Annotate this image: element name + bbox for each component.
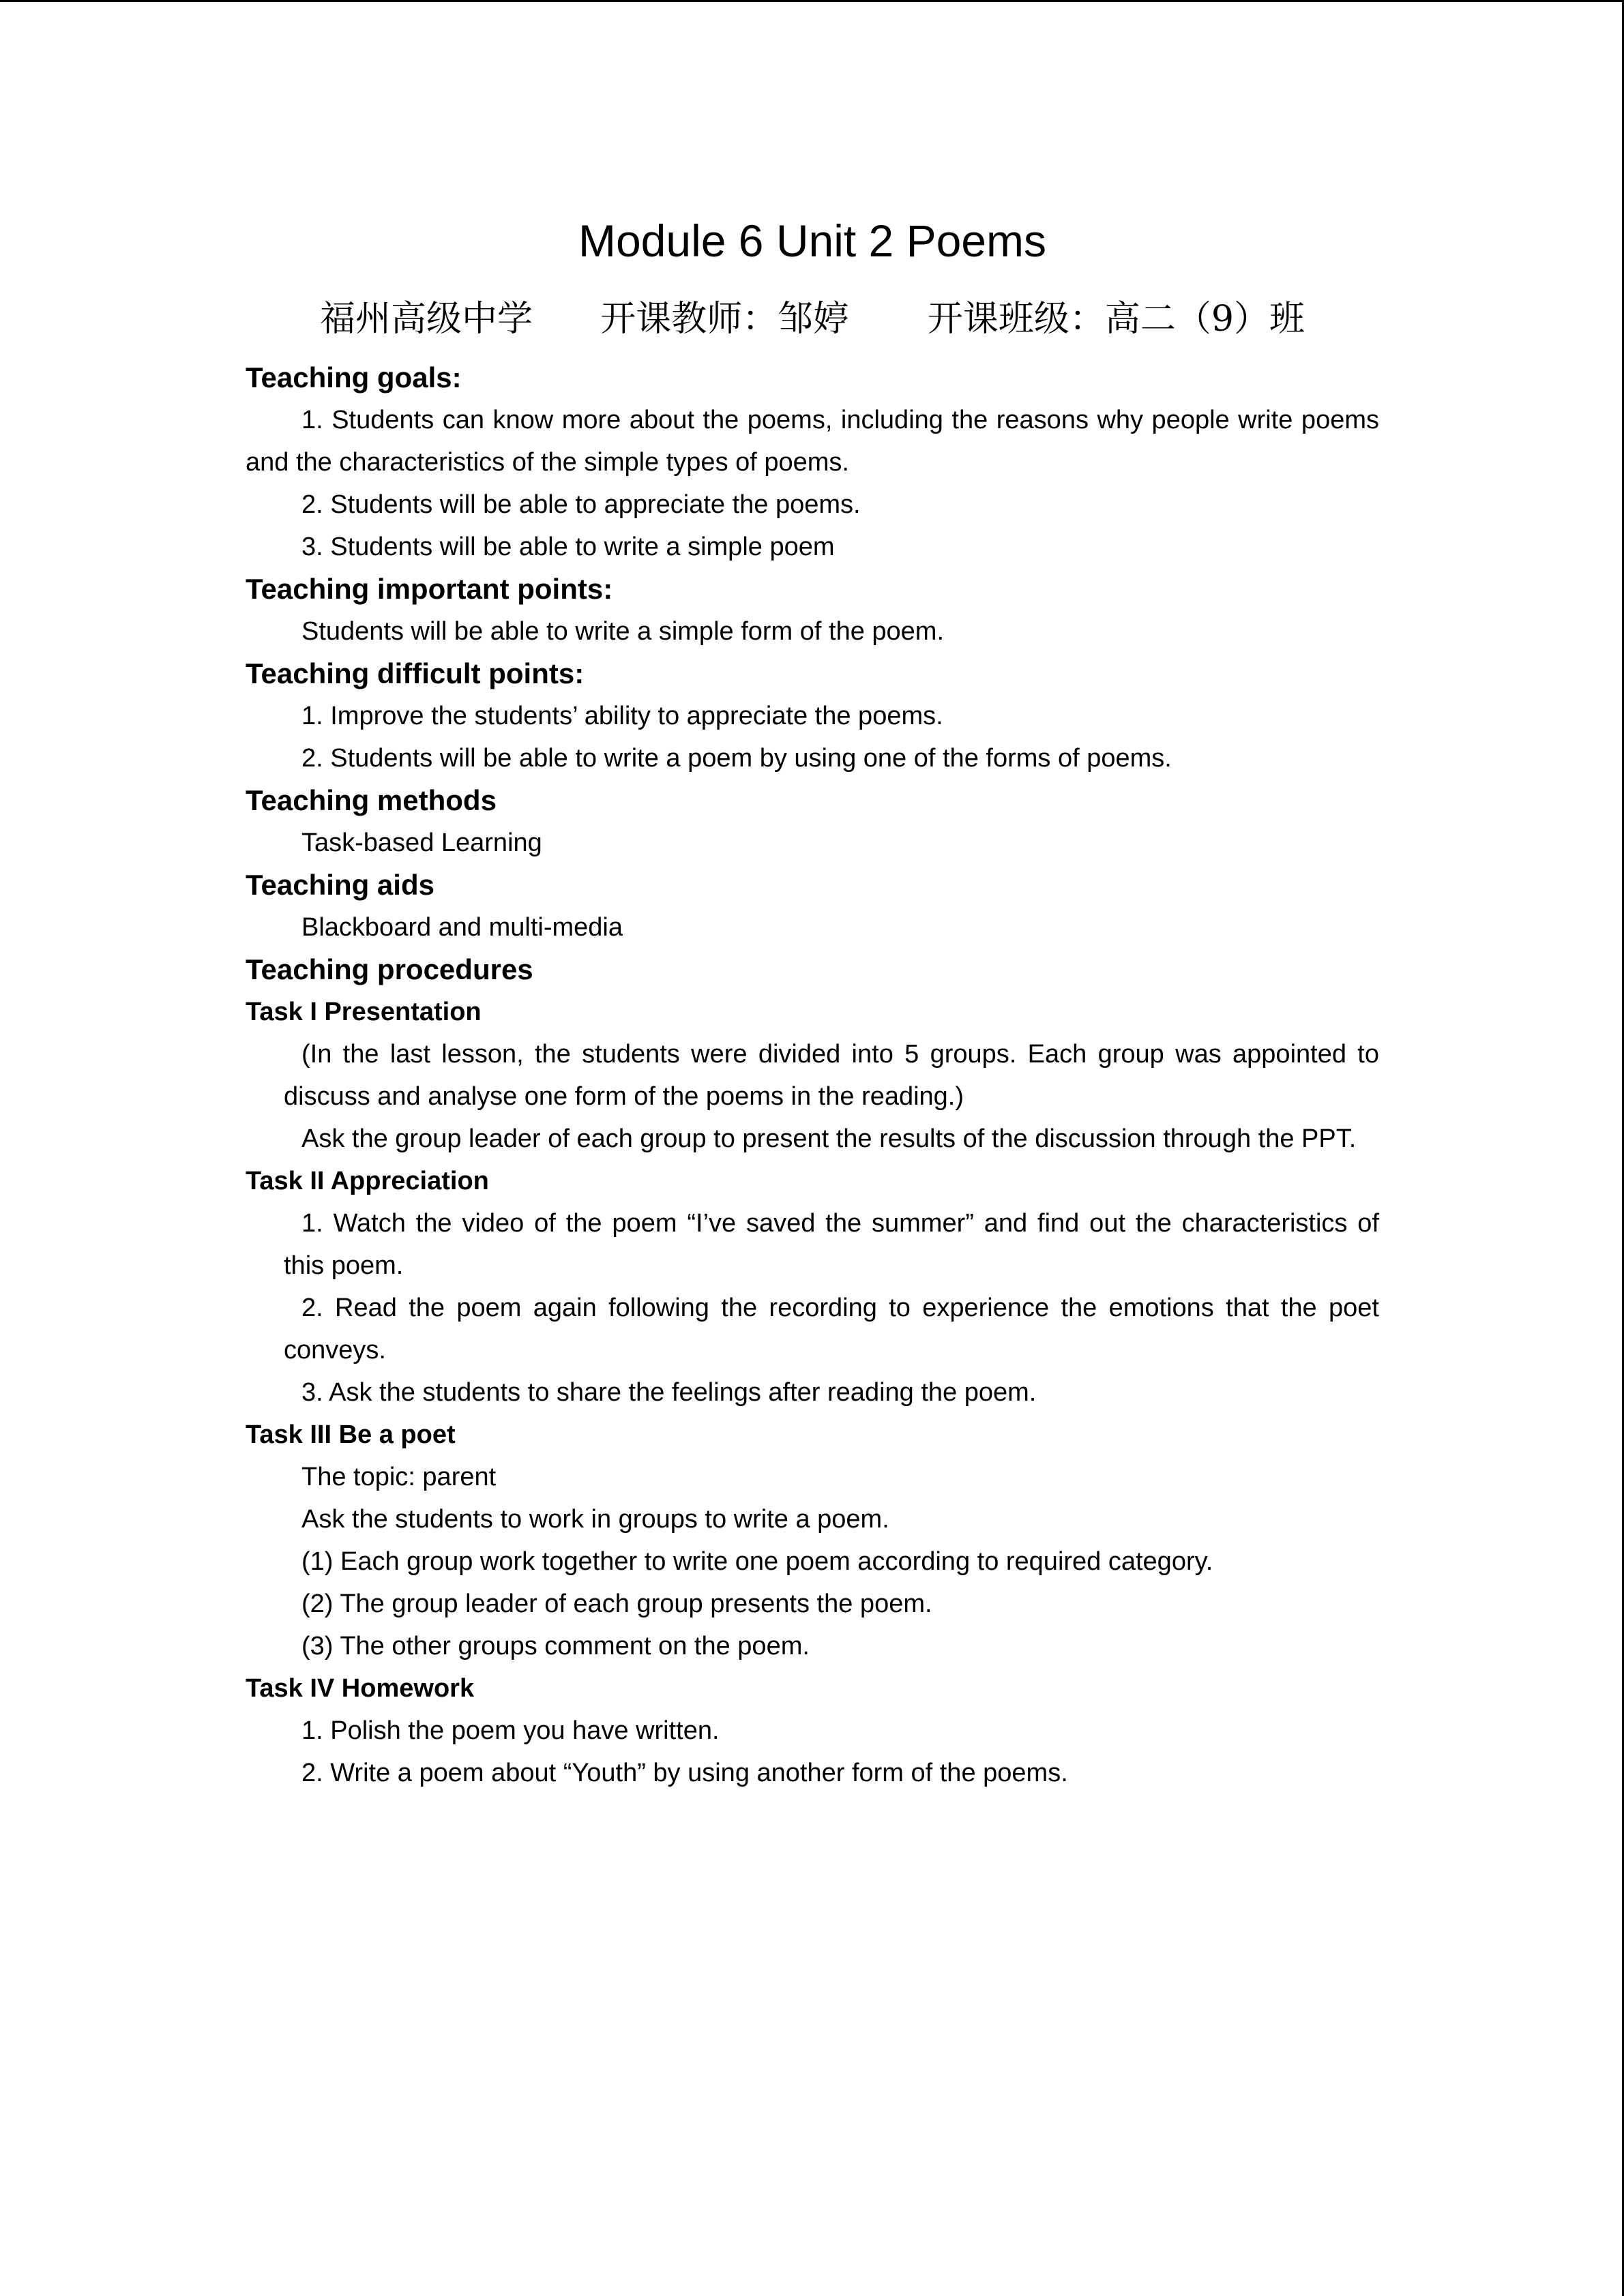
important-points-heading: Teaching important points:	[246, 573, 613, 605]
document-subtitle: 福州高级中学 开课教师：邹婷 开课班级：高二（9）班	[320, 299, 1305, 340]
teaching-methods-heading: Teaching methods	[246, 784, 497, 816]
task1-item: Ask the group leader of each group to present the results of the discussion through the PPT.	[301, 1124, 1357, 1153]
teaching-aids-text: Blackboard and multi-media	[301, 913, 623, 942]
teaching-methods-text: Task-based Learning	[301, 829, 542, 857]
task2-heading: Task II Appreciation	[246, 1167, 489, 1195]
task4-item: 2. Write a poem about “Youth” by using another form of the poems.	[301, 1759, 1068, 1787]
task3-item: Ask the students to work in groups to write a poem.	[301, 1505, 889, 1534]
task1-item: (In the last lesson, the students were divided into 5 groups. Each group was appointed to discuss and analyse one form of the poems in the reading.)	[284, 1040, 1379, 1111]
task3-item: (2) The group leader of each group presents the poem.	[301, 1590, 932, 1618]
document-body	[246, 207, 1379, 1794]
difficult-points-heading: Teaching difficult points:	[246, 657, 585, 689]
task2-item: 2. Read the poem again following the recording to experience the emotions that the poet conveys.	[284, 1294, 1379, 1365]
task3-heading: Task III Be a poet	[246, 1420, 456, 1449]
goal-item: 3. Students will be able to write a simple poem	[301, 533, 835, 561]
task4-item: 1. Polish the poem you have written.	[301, 1716, 720, 1745]
task4-heading: Task IV Homework	[246, 1674, 475, 1703]
difficult-item: 2. Students will be able to write a poem by using one of the forms of poems.	[301, 744, 1172, 773]
task3-item: (1) Each group work together to write one poem according to required category.	[301, 1547, 1213, 1576]
task2-item: 3. Ask the students to share the feelings after reading the poem.	[301, 1378, 1037, 1407]
goal-item: 2. Students will be able to appreciate the poems.	[301, 490, 861, 519]
task1-heading: Task I Presentation	[246, 998, 482, 1026]
teaching-goals-heading: Teaching goals:	[246, 361, 462, 393]
teaching-aids-heading: Teaching aids	[246, 869, 434, 901]
task3-item: (3) The other groups comment on the poem.	[301, 1632, 810, 1660]
important-points-text: Students will be able to write a simple form of the poem.	[301, 617, 945, 646]
goal-item: 1. Students can know more about the poems, including the reasons why people write poems and the characteristics of the simple types of poems.	[246, 406, 1379, 477]
task3-item: The topic: parent	[301, 1463, 497, 1491]
document-title: Module 6 Unit 2 Poems	[578, 215, 1046, 266]
difficult-item: 1. Improve the students’ ability to appreciate the poems.	[301, 702, 943, 730]
task2-item: 1. Watch the video of the poem “I’ve saved the summer” and find out the characteristics of this poem.	[284, 1209, 1379, 1280]
teaching-procedures-heading: Teaching procedures	[246, 953, 533, 985]
